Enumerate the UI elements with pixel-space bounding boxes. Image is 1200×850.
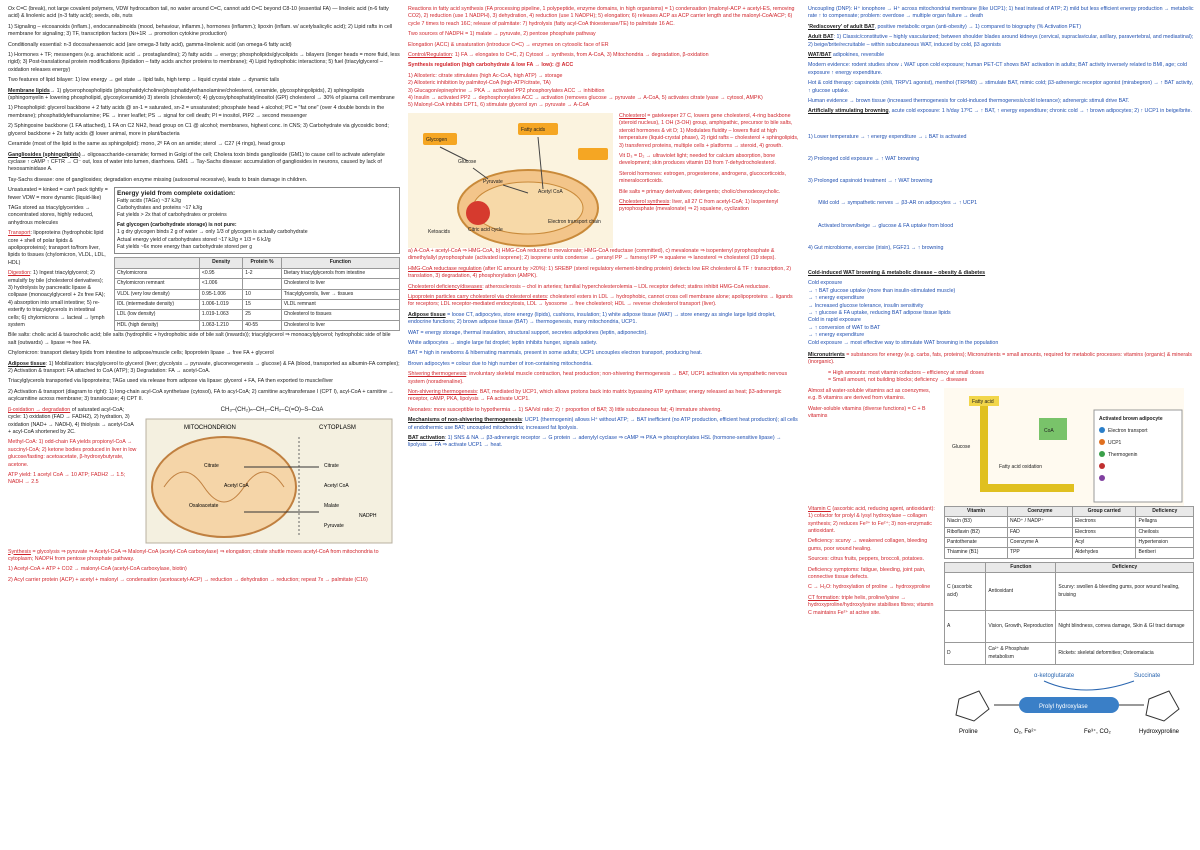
vitc-row	[808, 506, 1194, 743]
browning-heading: 'Rediscovery' of adult BAT	[808, 23, 875, 30]
prolyl-hydroxylase-figure	[944, 669, 1194, 739]
wat3-heading: WAT/BAT	[808, 52, 832, 59]
transport-heading: Transport	[8, 230, 31, 237]
features-text: Two features of lipid bilayer: 1) low energy → gel state → lipid tails, high temp → liquid crystal state → dynamic tails	[8, 77, 280, 84]
cell: Cholesterol to liver	[281, 320, 399, 330]
ceramide-text: Ceramide (most of the lipid is the same as sphingolipid): mono, 2º FA on an amide; sterol → C27 (4 rings), head group	[8, 141, 285, 148]
chsyn-steps: a) A-CoA + acetyl-CoA ⇒ HMG-CoA, b) HMG-CoA reduced to mevalonate; HMG-CoA reductase (committed), c) mevalonate ⇒ isopentenyl pyrophosphate & dimethylallyl pyrophosphate (activated isoprene); 2) isoprene units condense → geranyl PP → farnesyl PP ⇒ squalene ⇒ lanosterol ⇒ cholesterol (19 steps).	[408, 247, 776, 262]
steroid-text: Steroid hormones: estrogen, progesterone, androgens, glucocorticoids, mineralocorticoids.	[619, 170, 786, 185]
metabolism-figure	[408, 113, 613, 248]
chsyn-heading: Cholesterol synthesis	[619, 198, 670, 205]
table-row	[945, 611, 1194, 643]
brown-text: Brown adipocytes = colour due to high number of iron-containing mitochondria.	[408, 360, 593, 367]
energy-row-2: Carbohydrates and proteins ~17 kJ/g	[117, 204, 203, 211]
vit-text: Almost all water-soluble vitamins act as coenzymes, e.g. B vitamins are derived from vitamins.	[808, 387, 931, 402]
cell: 25	[243, 310, 281, 320]
legend-dot	[1099, 463, 1105, 469]
list-item: → ↑ energy expenditure	[808, 332, 865, 339]
cell-label: Thermogenin	[1108, 451, 1138, 458]
chol-text: = gatekeeper 27 C, lowers gene cholesterol, 4-ring backbone (steroid nucleus), 1 OH (3-OH) group, amphipathic, precursor to bile salts, steroid hormones & vit D; 1) Modulates fluidity – lowers fluid at high temperature (liquid-crystal phase), 2) rigid rafts – cholesterol + sphingolipids, 3) transferred proteins, multiple cells + platforms → steroid, 4) growth.	[619, 112, 799, 149]
column-3	[808, 6, 1194, 743]
list-item: 4) Insulin → activated PP2 → dephosphorylates ACC → activation (removes glucose → pyruvate → A-CoA, 5) activates citrate lyase → cytosol, AMPK)	[408, 95, 763, 102]
cell: VLDL (very low density)	[115, 289, 200, 299]
chsyn-block	[619, 199, 800, 214]
cell: Pantothenate	[945, 537, 1008, 547]
energy-row	[8, 187, 400, 332]
hormones-text: 1) Hormones + TF; messengers (e.g. arachidonic acid → prostaglandins); 2) fatty acids → energy; phospholipids/glycolipids → bilayers (longer heads = more fluid, less rigid); 3) Post-translational protein modifications (lipidation – fatty acids anchor proteins to membrane); 4) Lipid hydrophobic interactions; 5) fuel (triacylglycerol – oxidation releases energy)	[8, 52, 400, 73]
cell: 15	[243, 300, 281, 310]
mito-label: Acetyl CoA	[324, 483, 349, 490]
collagen-text: : triple helix, proline/lysine → hydroxyproline/hydroxylysine stabilises fibres; vitamin C maintains Fe²⁺ at active site.	[808, 594, 934, 616]
ganglio-heading: Gangliosides (sphingolipids)	[8, 151, 81, 158]
tag-trans-text: Triacylglycerols transported via lipoproteins; TAGs used via release from adipose via lipase: glycerol + FA, FA then exported to muscle/liver	[8, 378, 334, 385]
cell: Aldehydes	[1072, 548, 1136, 558]
cell-label: Electron transport	[1108, 427, 1148, 434]
cell: 10	[243, 289, 281, 299]
mitochondria-diagram	[144, 417, 394, 545]
vit-row	[808, 388, 1194, 506]
list-item: → ↑ conversion of WAT to BAT	[808, 324, 881, 331]
beta-figures	[144, 407, 400, 549]
cell: Antioxidant	[986, 573, 1056, 611]
cell: Triacylglycerols, liver → tissues	[281, 289, 399, 299]
list-item: Cold in rapid exposure	[808, 317, 861, 324]
non-block	[408, 389, 800, 404]
steps-text: 2) Activation & transport (diagram to right): 1) long-chain acyl-CoA synthetase (cytosol), FA to acyl-CoA; 2) carnitine acyltransferase I (CPT I), acyl-CoA + carnitine → acylcarnitine across membrane; 3) translocase; 4) CPT II.	[8, 388, 394, 403]
func-header: Function	[986, 562, 1056, 572]
list-item: = High amounts: most vitamin cofactors – efficiency at small doses	[828, 369, 985, 376]
fig-label: Glucose	[458, 158, 477, 165]
fig-label: Ketoacids	[428, 228, 450, 235]
membrane-text: → 1) glycerophospholipids (phosphatidylcholine/phosphatidylethanolamine/cholesterol, ceramide, glycosphingolipids), 2) sphingolipids (sphingomyelin + lowering phospholipid, glycosylceramide) 3) sterols (cholesterol); 4) glycosylphosphatidylinositol (GPI) cholesterol → 30% of plasma cell membrane	[8, 87, 395, 102]
cell: Dietary triacylglycerols from intestine	[281, 268, 399, 278]
mito-label: Citrate	[204, 463, 219, 470]
list-item: 1) Lower temperature → ↑ energy expenditure → ↓ BAT is activated	[808, 133, 967, 140]
cell: Pellagra	[1136, 517, 1194, 527]
synth-heading: Synthesis	[8, 548, 31, 555]
list-item: Cold exposure	[808, 280, 843, 287]
collagen-block	[808, 595, 938, 617]
list-item: = Small amount, not building blocks; deficiency → diseases	[828, 377, 968, 384]
cell: Hypertension	[1136, 537, 1194, 547]
hydroxyproline-ring	[1146, 691, 1179, 721]
ac2-text: 2) Acyl carrier protein (ACP) + acetyl + malonyl → condensation (acetoacetyl-ACP) → reduction → dehydration → reduction; repeat 7x → palmitate (C16)	[8, 576, 368, 583]
table-row	[945, 548, 1194, 558]
cell: 1.063-1.210	[199, 320, 242, 330]
cell: VLDL remnant	[281, 300, 399, 310]
box	[578, 148, 608, 160]
cell: Rickets: skeletal deformities; Osteomalacia	[1056, 643, 1194, 665]
collagen-heading: CT formation	[808, 594, 839, 601]
list-item: → ↑ BAT glucose uptake (more than insulin-stimulated muscle)	[808, 287, 956, 294]
cell: IDL (intermediate density)	[115, 300, 200, 310]
hmg-text: (after IC amount by >20%): 1) SREBP (sterol regulatory element-binding protein) detects low ER cholesterol & TF ↑ transcription, 2) translation, 3) degradation, 4) phosphorylation (AMPK).	[408, 265, 791, 280]
artif-list	[808, 119, 1194, 267]
defects-text: Tay-Sachs disease: one of gangliosides; degradation enzyme missing (autosomal recessive), leads to brain damage in children.	[8, 176, 308, 183]
chdef-text: : atherosclerosis – chol in arteries; familial hypercholesterolemia – LDL receptor defect; statins inhibit HMG-CoA reductase.	[482, 283, 770, 290]
function-table	[944, 562, 1194, 665]
ganglio-block	[8, 152, 400, 174]
cell: 1.019-1.063	[199, 310, 242, 320]
digestion-text: : 1) Ingest triacylglycerol; 2) emulsify by bile (cholesterol derivatives); 3) hydrolysis by pancreatic lipase & colipase (monoacylglycerol + 2x free FA); 4) absorption into small intestine; 5) re-esterify to triacylglycerols in intestinal cells; 6) chylomicrons → lacteal → lymph system	[8, 270, 106, 329]
beta-block	[8, 407, 138, 437]
digestion-block	[8, 270, 108, 329]
cell: NAD⁺ / NADP⁺	[1008, 517, 1073, 527]
adipose2-text: = loose CT, adipocytes, store energy (lipids), cushions, insulation; 1) white adipose tissue (WAT) → store energy as single large lipid droplet, endocrine functions; 2) brown adipose tissue (BAT) → thermogenesis, many mitochondria, UCP1.	[408, 311, 776, 326]
tag-text: TAGs stored as triacylglycerides → concentrated stores, highly reduced, anhydrous molecules	[8, 204, 94, 226]
table-row	[945, 643, 1194, 665]
cell: Chylomicron remnant	[115, 279, 200, 289]
micro-heading: Micronutrients	[808, 352, 845, 359]
adipose-block	[8, 361, 400, 376]
hmg-heading: HMG-CoA reductase regulation	[408, 265, 482, 272]
mech-text: : UCP1 (thermogenin) allows H⁺ without ATP; → BAT inefficient (no ATP production, efficient heat production); all cells of endothermic use BAT; uncoupled mitochondria; increased fat lipolysis.	[408, 417, 798, 431]
energy-row2-2: Actual energy yield of carbohydrates stored ~17 kJ/g × 1/3 ≈ 6 kJ/g	[117, 236, 271, 243]
micro-block	[808, 352, 1194, 367]
table-row	[115, 300, 400, 310]
vitc-notes	[808, 506, 938, 743]
cell: D	[945, 643, 986, 665]
adult-text: : 1) Classic/constitutive – highly vascularized; between shoulder blades around kidneys (cervical, supraclavicular, axillary, paravertebral, and mediastinal); 2) beige/brite/recruitable – within subcutaneous WAT, induced by cold, β3 agonists	[808, 34, 1194, 48]
cell: Vision, Growth, Reproduction	[986, 611, 1056, 643]
brown-adipocyte-figure	[944, 388, 1184, 506]
bat-act-heading: BAT activation	[408, 435, 445, 441]
energy-panel	[114, 187, 400, 332]
synth-text: = glycolysis ⇒ pyruvate ⇒ Acetyl-CoA ⇒ Malonyl-CoA (acetyl-CoA carboxylase) ⇒ elongation; citrate shuttle moves acetyl-CoA from mitochondria to cytoplasm; NADPH from pentose phosphate pathway.	[8, 548, 379, 562]
ac1-text: 1) Acetyl-CoA + ATP + CO2 → malonyl-CoA (acetyl-CoA carboxylase, biotin)	[8, 566, 187, 573]
tca-circle	[466, 201, 490, 225]
chol-heading: Cholesterol	[619, 112, 646, 119]
column-1	[8, 6, 400, 587]
cell: Chylomicrons	[115, 268, 200, 278]
cell: A	[945, 611, 986, 643]
vitc-text: (ascorbic acid, reducing agent, antioxidant): 1) cofactor for prolyl & lysyl hydroxylase – collagen synthesis; 2) reduces Fe³⁺ to Fe²⁺; 3) non-enzymatic antioxidant.	[808, 505, 935, 534]
o2-label: O₂, Fe²⁺	[1014, 729, 1037, 736]
cell: LDL (low density)	[115, 310, 200, 320]
vitc3-text: Sources: citrus fruits, peppers, broccoli, potatoes.	[808, 556, 924, 563]
modern-text: Modern evidence: rodent studies show ↓ WAT upon cold exposure; human PET-CT shows BAT activation in adults; BAT activity inversely related to BMI, age; cold exposure ↑ energy expenditure.	[808, 62, 1187, 76]
list-item: Cold exposure → most effective way to stimulate WAT browning in the population	[808, 339, 999, 346]
vit-header: Deficiency	[1136, 506, 1194, 516]
vit-header: Coenzyme	[1008, 506, 1073, 516]
cell: Ca²⁺ & Phosphate metabolism	[986, 643, 1056, 665]
cell: HDL (high density)	[115, 320, 200, 330]
vit-notes	[808, 388, 938, 506]
lipo-text: : cholesterol esters in LDL → hydrophobic, cannot cross cell membrane alone; apolipoproteins → ligands for receptors; LDL receptor-mediated endocytosis, LDL → lysosome → free cholesterol; HDL → reverse cholesterol transport (liver).	[408, 293, 793, 308]
shiv-text: : involuntary skeletal muscle contraction, heat production; non-shivering thermogenesis → BAT, UCP1 activation via sympathetic nervous system (noradrenaline).	[408, 371, 788, 385]
artif-heading: Artificially stimulating browning	[808, 108, 889, 115]
reactions-text: Reactions in fatty acid synthesis (FA processing pipeline, 1 polypeptide, enzyme domains, in high organisms) = 1) condensation (malonyl-ACP + acetyl-ES, removing CO2), 2) reduction (use 1 NADPH), 3) dehydration, 4) reduction (use 1 NADPH); 5) elongation; 6) releases ACP as ACP carrier length and the malonyl-CoA/ACP; 6) cycle 7 times to reach 16C; release of palmitate: 7) hydrolysis (fatty acyl-CoA thioesterase/TE) to palmitate 16 AC.	[408, 6, 795, 27]
fig-label: Fatty acids	[521, 126, 546, 133]
adipose2-heading: Adipose tissue	[408, 311, 446, 318]
vit2-text: Water-soluble vitamins (diverse functions) = C + B vitamins	[808, 405, 926, 419]
artif-text: , acute cold exposure: 1 h/day 17ºC → ↑ BAT, ↑ energy expenditure; chronic cold → ↑ brown adipocytes; 2) ↑ UCP1 in beige/brite.	[888, 108, 1192, 115]
beta-notes	[8, 407, 138, 549]
bile-text: Bile salts: cholic acid & taurocholic acid; bile salts (hydrophilic + hydrophobic side of bile salt (inwards)); triacylglycerol ⇒ monoacylglycerol; hydrophobic side of bile salt (outwards) → lipase ⇒ free FA.	[8, 332, 391, 346]
cell: <0.95	[199, 268, 242, 278]
lipo-header: Protein %	[243, 258, 281, 268]
fe3-label: Fe³⁺, CO₂	[1084, 729, 1111, 736]
proline-label: Proline	[959, 729, 978, 736]
adult-heading: Adult BAT	[808, 34, 834, 41]
cell: Coenzyme A	[1008, 537, 1073, 547]
list-item: 2) Allosteric inhibition by palmitoyl-CoA (high-ATP/citrate, TA)	[408, 80, 551, 87]
cell-label: Fatty acid oxidation	[999, 463, 1043, 470]
functions-text: 1) Signaling – eicosanoids (inflam.), endocannabinoids (mood, behaviour, inflamm.), hormones (inflamm.); lipoxin (inflam. w/ acetylsalicylic acid); 2) Lipid rafts in cell membrane for signaling; 3) TF, transcription factors (Nr+1R → promotion cytokine production)	[8, 23, 393, 38]
chol-block	[619, 113, 800, 150]
cell-label: Fatty acid	[972, 398, 994, 405]
cell: Acyl	[1072, 537, 1136, 547]
list-item: → ↑ energy expenditure	[808, 295, 865, 302]
shiv-heading: Shivering thermogenesis	[408, 371, 467, 378]
cell: Cheilosis	[1136, 527, 1194, 537]
cell: Cholesterol to tissues	[281, 310, 399, 320]
chdef-block	[408, 284, 800, 291]
browning-text: , positive metabolic organ (anti-obesity) → 1) compared to biography (% Activation PET)	[874, 23, 1081, 30]
control-block	[408, 52, 800, 59]
list-item: 3) Glucagon/epinephrine → PKA → activated PP2 phosphorylates ACC → inhibition	[408, 87, 605, 94]
lipoprotein-table	[114, 257, 400, 331]
list-item: 5) Malonyl-CoA inhibits CPT1, 6) stimulate glycerol syn → pyruvate → A-CoA	[408, 102, 590, 109]
mito-label: NADPH	[359, 513, 377, 520]
lipo-heading: Lipoprotein particles carry cholesterol via cholesterol esters	[408, 293, 547, 300]
list-item: 1) Allosteric: citrate stimulates (high Ac-CoA, high ATP) → storage	[408, 72, 563, 79]
list-item: 2) Prolonged cold exposure → ↑ WAT browning	[808, 155, 920, 162]
beta-text: of saturated acyl-CoA; cycle: 1) oxidation (FAD → FADH2), 2) hydration, 3) oxidation (NAD+ → NADH), 4) thiolysis → acetyl-CoA + acyl-CoA shortened by 2C.	[8, 406, 134, 435]
table-row	[115, 289, 400, 299]
cold-list	[808, 280, 1194, 347]
cycle-text: C → H₂O: hydroxylation of proline → hydroxyproline	[808, 584, 931, 591]
vit-header: Group carried	[1072, 506, 1136, 516]
uncoupling-text: Uncoupling (DNP): H⁺ ionophore → H⁺ across mitochondrial membrane (like UCP1); 1) heat instead of ATP; 2) mild but less efficient energy production → metabolic rate ↑ to compensate; problem: overdose → multiple organ failure → death	[808, 6, 1194, 20]
left-notes	[8, 187, 108, 332]
legend-dot	[1099, 475, 1105, 481]
cell: Thiamine (B1)	[945, 548, 1008, 558]
mech-block	[408, 417, 800, 432]
cell: Scurvy: swollen & bleeding gums, poor wound healing, bruising	[1056, 573, 1194, 611]
cell: Riboflavin (B2)	[945, 527, 1008, 537]
fig-label: Electron transport chain	[548, 218, 601, 225]
membrane-lipids	[8, 88, 400, 103]
cell: 40-55	[243, 320, 281, 330]
synth-reg-text: Synthesis regulation (high carbohydrate & low FA → low): @ ACC	[408, 62, 574, 69]
energy-title: Energy yield from complete oxidation:	[117, 190, 236, 198]
adult-block	[808, 34, 1194, 49]
transport-block	[8, 230, 108, 267]
lipo-header: Density	[199, 258, 242, 268]
digestion-heading: Digestion	[8, 270, 31, 277]
chsyn-text: : liver, all 27 C from acetyl-CoA; 1) Isopentenyl pyrophosphate (mevalonate) ⇒ 2) squalene, cyclization	[619, 198, 779, 213]
cell: FAD	[1008, 527, 1073, 537]
mito-label: Malate	[324, 503, 340, 510]
methyl-text: Methyl-CoA: 1) odd-chain FA yields propionyl-CoA → succinyl-CoA; 2) ketone bodies produced in liver in low glucose/fasting: acetoacetate, β-hydroxybutyrate, acetone.	[8, 439, 137, 468]
fig-label: Glycogen	[426, 136, 448, 143]
atp-text: ATP yield: 1 acetyl CoA → 10 ATP; FADH2 → 1.5; NADH → 2.5	[8, 471, 126, 486]
mito-title: MITOCHONDRION	[184, 425, 236, 432]
defic-text: Deficiency symptoms: fatigue, bleeding, joint pain, connective tissue defects.	[808, 566, 926, 580]
list-item: 3) Prolonged capsinoid treatment → ↑ WAT browning	[808, 178, 933, 185]
cell: <1.006	[199, 279, 242, 289]
cell: Niacin (B3)	[945, 517, 1008, 527]
sphingo-text: 2) Sphingosine backbone (1 FA attached), 1 FA on C2 NH2, head group on C1 @ alcohol; membranes, highest conc. in CNS; 3) Carbohydrate via glycosidic bond; glycerol backbone + 2x fatty acids @ lower animal, more in plant/bacteria	[8, 123, 389, 137]
cell: C (ascorbic acid)	[945, 573, 986, 611]
adipose-text: : 1) Mobilization: triacylglycerol to glycerol (liver; glycolysis → pyruvate, gluconeogenesis → glucose) & FA (blood, transported as albumin-FA complex); 2) Activation & transport: FA attached to CoA (ATP); 3) Degradation: FA → acetyl-CoA.	[8, 360, 400, 375]
control-heading: Control/Regulation	[408, 52, 452, 59]
fig-label: Citric acid cycle	[468, 226, 503, 233]
bat-text: BAT = high in newborns & hibernating mammals, present in some adults; UCP1 uncouples electron transport, producing heat.	[408, 350, 703, 357]
column-2	[408, 6, 800, 453]
mech-heading: Mechanisms of non-shivering thermogenesis	[408, 417, 522, 424]
non-heading: Non-shivering thermogenesis	[408, 388, 477, 395]
vit-tables	[944, 506, 1194, 743]
enzyme-label: Prolyl hydroxylase	[1039, 704, 1088, 711]
hp-label: Hydroxyproline	[1139, 729, 1180, 736]
adipose2-block	[408, 312, 800, 327]
artif-block	[808, 108, 1194, 115]
bat-act-block	[408, 435, 800, 450]
list-item: Activated brown/beige → glucose & FA uptake from blood	[808, 222, 954, 229]
membrane-heading: Membrane lipids	[8, 87, 50, 94]
hmg-block	[408, 266, 800, 281]
energy-row2-1: 1 g dry glycogen binds 2 g of water → only 1/3 of glycogen is actually carbohydrate	[117, 229, 308, 236]
synth-block	[8, 549, 400, 564]
cell: 1-2	[243, 268, 281, 278]
mito-label: Citrate	[324, 463, 339, 470]
cholesterol-row	[408, 113, 800, 248]
lipo-header: Function	[281, 258, 399, 268]
table-row	[115, 279, 400, 289]
table-row	[945, 527, 1194, 537]
mito-label: Oxaloacetate	[189, 503, 219, 510]
cell: 0.95-1.006	[199, 289, 242, 299]
wat-text: WAT = energy storage, thermal insulation, structural support, secretes adipokines (leptin, adiponectin).	[408, 329, 648, 336]
therm-text: Human evidence → brown tissue (increased thermogenesis for cold-induced thermogenesis/cold tolerance); adrenergic stimuli drive BAT.	[808, 98, 1130, 105]
cell	[243, 279, 281, 289]
energy-box	[114, 187, 400, 254]
wat3-block	[808, 52, 1194, 59]
wat3-text: adipokines, reversible	[831, 52, 885, 59]
cell-label: UCP1	[1108, 439, 1122, 446]
vitamin-table	[944, 506, 1194, 559]
non-text: : BAT, mediated by UCP1, which allows protons back into matrix bypassing ATP synthase; energy released as heat; β3-adrenergic receptor, cAMP, PKA, lipolysis → FA activate UCP1.	[408, 388, 782, 403]
intro-text: Ox C=C (break), not large covalent polymers, VDW hydrocarbon tail, no water around C=C, cannot add C=C beyond C8-10 (essential FA) — linoleic acid (n-6 fatty acid) & linolenic acid (n-3 fatty acid); seeds, oils, nuts	[8, 6, 389, 20]
vitc-block	[808, 506, 938, 536]
cell: Cholesterol to liver	[281, 279, 399, 289]
lipo-block	[408, 294, 800, 309]
cell: Electrons	[1072, 517, 1136, 527]
list-item: → ↑ glucose & FA uptake, reducing BAT adipose tissue lipids	[808, 310, 951, 317]
cholesterol-notes	[619, 113, 800, 248]
white-text: White adipocytes → single large fat droplet; leptin inhibits hunger, signals satiety.	[408, 339, 598, 346]
conditional-text: Conditionally essential: n-3 docosahexaenoic acid (are omega-3 fatty acid), gamma-linolenic acid (an omega-6 fatty acid)	[8, 41, 292, 48]
vitd-text: Vit D₃ = D₂ → ultraviolet light; needed for calcium absorption, bone development; skin produces vitamin D3 from 7-dehydrocholesterol.	[619, 152, 776, 167]
twosources-text: Two sources of NADPH = 1) malate → pyruvate, 2) pentose phosphate pathway	[408, 31, 596, 38]
energy-row-1: Fatty acids (TAGs) ~37 kJ/g	[117, 197, 182, 204]
phospholipid-text: 1) Phospholipid: glycerol backbone + 2 fatty acids @ sn-1 = saturated, sn-2 = unsaturated; phosphate head + alcohol; PC = "fat one" (over 4 double bonds in the membrane); phosphatidylethanolamine; PE → inner leaflet; PS → signal for cell death; PI = inositol, PIP2 → second messenger	[8, 105, 385, 119]
cell: 1.006-1.019	[199, 300, 242, 310]
energy-row-3: Fat yields > 2x that of carbohydrates or proteins	[117, 212, 227, 219]
table-row	[115, 268, 400, 278]
adipose-heading: Adipose tissue	[8, 360, 46, 367]
transport-text: : lipoproteins (hydrophobic lipid core + shell of polar lipids & apolipoproteins); transport to/from liver, lipids to tissues (chylomicron, VLDL, LDL, HDL)	[8, 230, 106, 266]
legend-dot	[1099, 427, 1105, 433]
cell-label: CoA	[1044, 427, 1054, 434]
vitc2-text: Deficiency: scurvy → weakened collagen, bleeding gums, poor wound healing.	[808, 538, 928, 552]
list-item: → Increased glucose tolerance, insulin sensitivity	[808, 302, 924, 309]
mito-label: Pyruvate	[324, 523, 344, 530]
func-header	[945, 562, 986, 572]
fig-label: Acetyl CoA	[538, 188, 563, 195]
chdef-heading: Cholesterol deficiency/diseases	[408, 283, 483, 290]
cell-label: Glucose	[952, 443, 971, 450]
table-row	[945, 573, 1194, 611]
table-row	[945, 517, 1194, 527]
browning-block	[808, 24, 1194, 31]
fig-label: Pyruvate	[483, 178, 503, 185]
shiv-block	[408, 371, 800, 386]
energy-row2-3: Fat yields ~6x more energy than carbohydrate stored per g	[117, 243, 253, 250]
acyl-coa-structure: CH₃–(CH₂)ₙ–CH₂–CH₂–C(=O)–S–CoA	[220, 406, 324, 413]
cold-heading-text: Cold-induced WAT browning & metabolic disease – obesity & diabetes	[808, 270, 986, 276]
cold-heading	[808, 270, 1194, 277]
unsat-text: Unsaturated = kinked = can't pack tightly = fewer VDW = more dynamic (liquid-like)	[8, 187, 108, 201]
energy-sub: Fat glycogen (carbohydrate storage) is not pure:	[117, 221, 237, 228]
cell: Night blindness, cornea damage, Skin & GI tract damage	[1056, 611, 1194, 643]
newborn-text: Neonates: more susceptible to hypothermia → 1) SA/Vol ratio; 2) ↑ proportion of BAT; 3) little subcutaneous fat; 4) immature shivering.	[408, 406, 722, 413]
table-row	[945, 537, 1194, 547]
succ-label: Succinate	[1134, 673, 1161, 680]
micro-list	[808, 370, 1194, 385]
beta-heading: β-oxidation → degradation	[8, 406, 71, 413]
cell: Beriberi	[1136, 548, 1194, 558]
mito-label: Acetyl CoA	[224, 483, 249, 490]
beta-row	[8, 407, 400, 549]
legend-dot	[1099, 451, 1105, 457]
bile-salts-text: Bile salts = primary derivatives; detergents; cholic/chenodeoxycholic.	[619, 188, 781, 195]
micro-text: = substances for energy (e.g. carbs, fats, proteins); Micronutrients = small amounts, required for metabolic processes: vitamins (organic) & minerals (inorganic).	[808, 352, 1192, 366]
cell-label: Activated brown adipocyte	[1099, 415, 1163, 422]
reg-list	[408, 73, 800, 110]
legend-dot	[1099, 439, 1105, 445]
akg-label: α-ketoglutarate	[1034, 673, 1075, 680]
func-header: Deficiency	[1056, 562, 1194, 572]
control-text: : 1) FA → elongates to C=C, 2) Cytosol → synthesis, from A-CoA, 3) Mitochondria → degradation, β-oxidation	[451, 52, 709, 59]
cyto-title: CYTOPLASM	[319, 425, 356, 432]
proline-ring	[956, 691, 989, 721]
vit-header: Vitamin	[945, 506, 1008, 516]
vitc-heading: Vitamin C	[808, 505, 831, 512]
table-row	[115, 320, 400, 330]
elongation-text: Elongation (ACC) & unsaturation (introduce C=C) → enzymes on cytosolic face of ER	[408, 41, 609, 48]
cell: Electrons	[1072, 527, 1136, 537]
bat-act-text: : 1) SNS & NA → β3-adrenergic receptor → G protein → adenylyl cyclase ⇒ cAMP ⇒ PKA ⇒ phosphorylates HSL (hormone-sensitive lipase) → lipolysis → FA ⇒ activate UCP1 → heat.	[408, 435, 782, 449]
list-item: 4) Gut microbiome, exercise (irisin), FGF21 → ↑ browning	[808, 244, 944, 251]
ganglio-text: → oligosaccharide-ceramide; formed in Golgi of the cell; Cholera toxin binds ganglioside (GM1) to cause cell to activate adenylate cyclase ↑ cAMP ↑ CFTR → Cl⁻ out, loss of water into lumen, diarrhoea. GM1 → Tay-Sachs disease: accumulation of gangliosides in neurons, caused by lack of hexosaminidase A.	[8, 151, 385, 173]
table-row	[115, 310, 400, 320]
list-item: Mild cold → sympathetic nerves → β3-AR on adipocytes → ↑ UCP1	[808, 200, 978, 207]
arrow-curve	[1044, 681, 1134, 690]
chylo-text: Chylomicron: transport dietary lipids from intestine to adipose/muscle cells; lipoprotein lipase → free FA + glycerol	[8, 350, 274, 357]
hotcold-text: Hot & cold therapy: capsinoids (chili, TRPV1 agonist), menthol (TRPM8) → stimulate BAT, mimic cold; β3-adrenergic receptor agonist (mirabegron) → ↑ BAT activity, ↑ glucose uptake.	[808, 80, 1193, 94]
cell: TPP	[1008, 548, 1073, 558]
lipo-header	[115, 258, 200, 268]
